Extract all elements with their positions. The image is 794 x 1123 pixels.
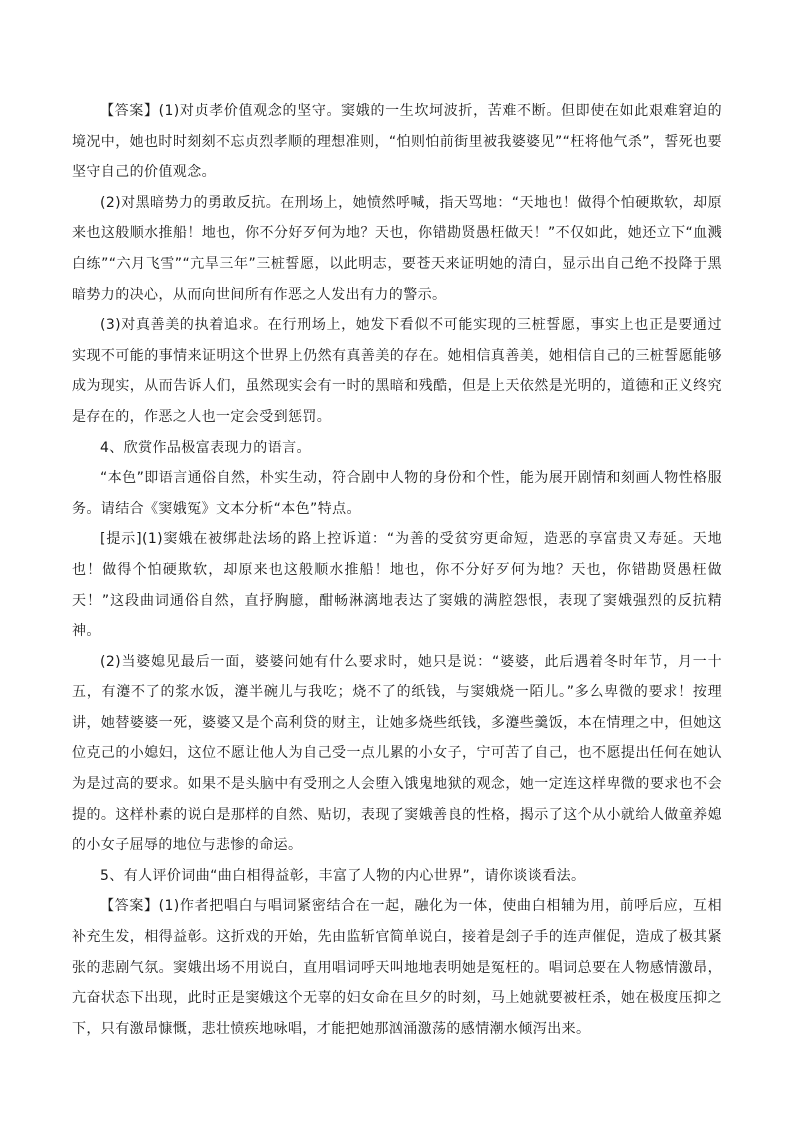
answer-paragraph-3: (3)对真善美的执着追求。在行刑场上，她发下看似不可能实现的三桩誓愿，事实上也正是要通过实现不可能的事情来证明这个世界上仍然有真善美的存在。她相信真善美，她相信自己的三桩誓愿能够成为现实，从而告诉人们，虽然现实会有一时的黑暗和残酷，但是上天依然是光明的，道德和正义终究是存在的，作恶之人也一定会受到惩罚。 [72,317,722,425]
hint-paragraph-2: (2)当婆媳见最后一面，婆婆问她有什么要求时，她只是说：“婆婆，此后遇着冬时年节，月一十五，有瀽不了的浆水饭，瀽半碗儿与我吃；烧不了的纸钱，与窦娥烧一陌儿。”多么卑微的要求！按理讲，她替婆婆一死，婆婆又是个高利贷的财主，让她多烧些纸钱，多瀽些羹饭，本在情理之中，但她这位克己的小媳妇，这位不愿让他人为自己受一点儿累的小女子，宁可苦了自己，也不愿提出任何在她认为是过高的要求。如果不是头脑中有受刑之人会堕入饿鬼地狱的观念，她一定连这样卑微的要求也不会提的。这样朴素的说白是那样的自然、贴切，表现了窦娥善良的性格，揭示了这个从小就给人做童养媳的小女子屈辱的地位与悲惨的命运。 [72,653,722,854]
hint-paragraph-1: [提示](1)窦娥在被绑赴法场的路上控诉道：“为善的受贫穷更命短，造恶的享富贵又寿延。天地也！做得个怕硬欺软，却原来也这般顺水推船！地也，你不分好歹何为地？天也，你错勘贤愚枉做天！”这段曲词通俗自然，直抒胸臆，酣畅淋漓地表达了窦娥的满腔怨恨，表现了窦娥强烈的反抗精神。 [72,531,722,640]
answer-paragraph-1: 【答案】(1)对贞孝价值观念的坚守。窦娥的一生坎坷波折，苦难不断。但即使在如此艰难窘迫的境况中，她也时时刻刻不忘贞烈孝顺的理想准则，“怕则怕前街里被我婆婆见”“枉将他气杀”，誓死也要坚守自己的价值观念。 [72,103,722,181]
document-body [72,96,722,1044]
question-5-heading: 5、有人评价词曲“曲白相得益彰，丰富了人物的内心世界”，请你谈谈看法。 [100,867,586,884]
question-4-heading: 4、欣赏作品极富表现力的语言。 [100,439,311,456]
question-4-prompt: “本色”即语言通俗自然，朴实生动，符合剧中人物的身份和个性，能为展开剧情和刻画人物性格服务。请结合《窦娥冤》文本分析“本色”特点。 [72,470,722,517]
answer-paragraph-2: (2)对黑暗势力的勇敢反抗。在刑场上，她愤然呼喊，指天骂地：“天地也！做得个怕硬欺软，却原来也这般顺水推船！地也，你不分好歹何为地？天也，你错勘贤愚枉做天！”不仅如此，她还立下“血溅白练”“六月飞雪”“亢旱三年”三桩誓愿，以此明志，要苍天来证明她的清白，显示出自己绝不投降于黑暗势力的决心，从而向世间所有作恶之人发出有力的警示。 [72,194,722,303]
answer-5-paragraph: 【答案】(1)作者把唱白与唱词紧密结合在一起，融化为一体，使曲白相辅为用，前呼后应，互相补充生发，相得益彰。这折戏的开始，先由监斩官简单说白，接着是刽子手的连声催促，造成了极其紧张的悲剧气氛。窦娥出场不用说白，直用唱词呼天叫地地表明她是冤枉的。唱词总要在人物感情激昂，亢奋状态下出现，此时正是窦娥这个无辜的妇女命在旦夕的时刻，马上她就要被枉杀，她在极度压抑之下，只有激昂慷慨，悲壮愤疾地咏唱，才能把她那汹涌激荡的感情潮水倾泻出来。 [72,898,722,1037]
